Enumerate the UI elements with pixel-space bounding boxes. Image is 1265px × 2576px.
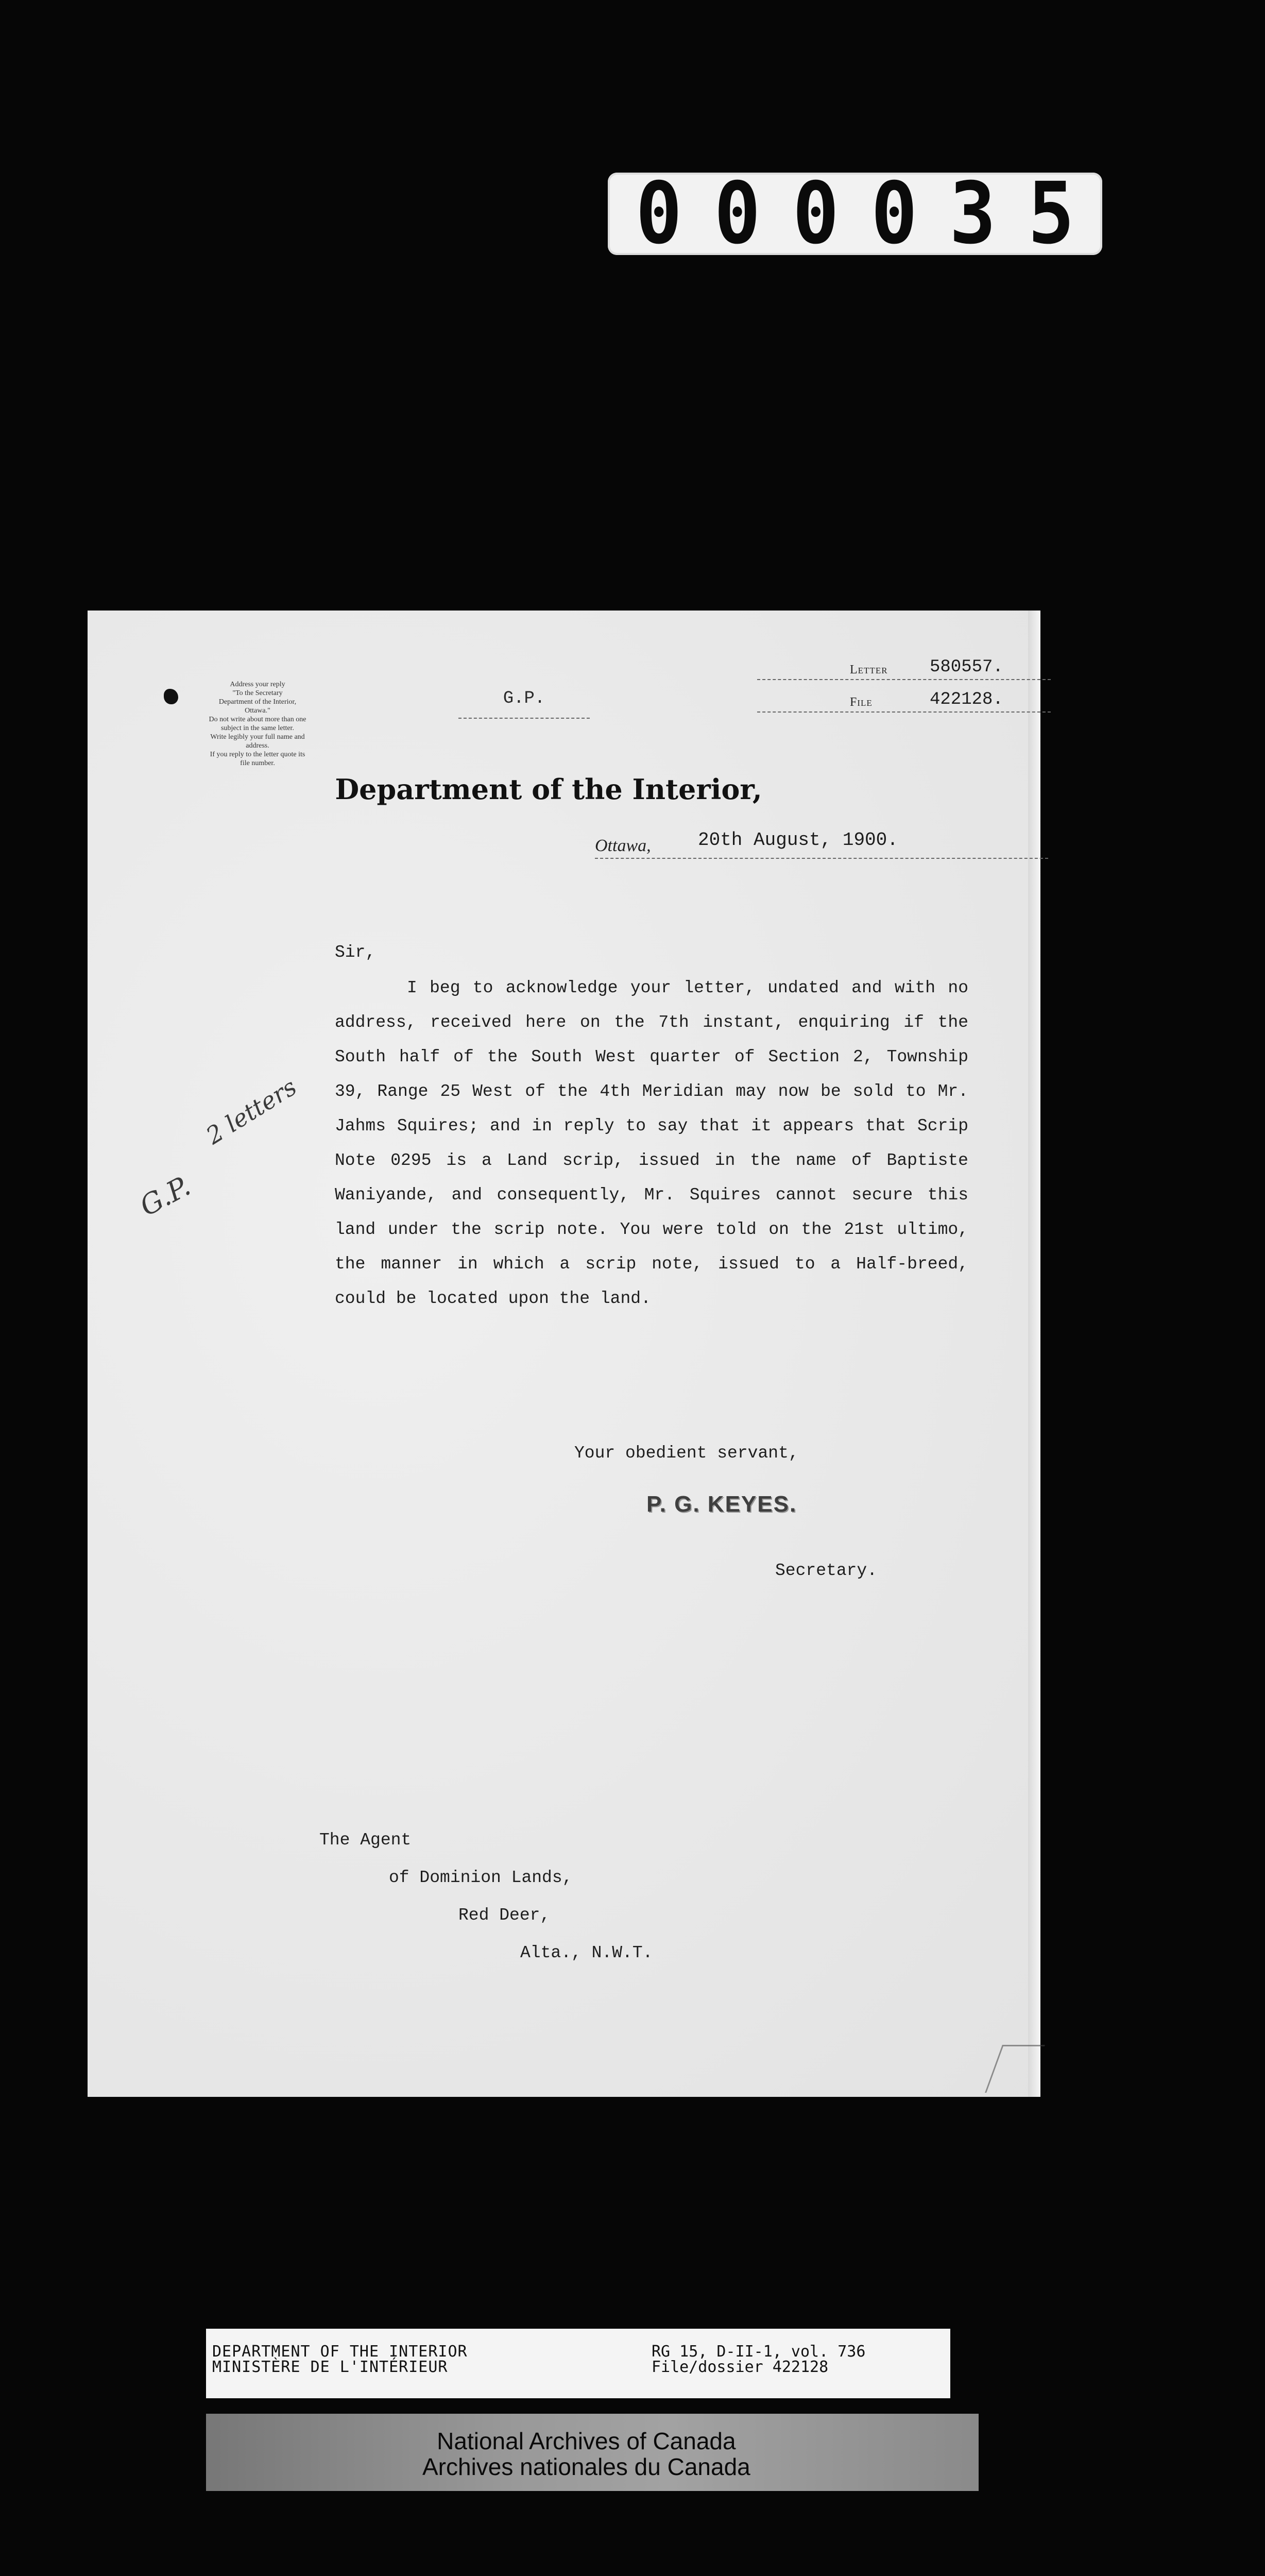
place-date-line [595, 827, 1048, 859]
margin-note-initials: G.P. [134, 1169, 196, 1223]
body-paragraph: I beg to acknowledge your letter, undated and with no address, received here on the 7th instant, enquiring if the South half of the South West quarter of Section 2, Township 39, Range 25 West of the 4th Meridian may now be sold to Mr. Jahms Squires; and in reply to say that it appears that Scrip Note 0295 is a Land scrip, issued in the name of Baptiste Waniyande, and consequently, Mr. Squires cannot secure this land under the scrip note. You were told on the 21st ultimo, the manner in which a scrip note, issued to a Half-breed, could be located upon the land. [335, 978, 968, 1308]
department-name-english: DEPARTMENT OF THE INTERIOR [212, 2343, 468, 2361]
recipient-address [319, 1821, 653, 1972]
reply-instructions [170, 680, 345, 768]
letter-number-label: Letter [850, 663, 888, 676]
signatory-title: Secretary. [775, 1561, 878, 1580]
letter-sheet [88, 611, 1040, 2097]
recipient-line: of Dominion Lands, [389, 1868, 573, 1887]
archive-reference-label [206, 2329, 950, 2398]
recipient-line: Alta., N.W.T. [520, 1943, 653, 1962]
reply-instruction-line: Ottawa." [245, 707, 270, 715]
faint-watermark [98, 1265, 128, 1377]
archive-reference [652, 2344, 865, 2375]
archives-name-french: Archives nationales du Canada [422, 2453, 750, 2480]
letter-body [335, 935, 968, 1316]
letterhead-title: Department of the Interior, [335, 773, 762, 806]
file-number-row [757, 687, 1051, 713]
archives-banner [206, 2414, 979, 2491]
reply-instruction-line: address. [246, 742, 269, 750]
letter-date: 20th August, 1900. [698, 829, 898, 851]
recipient-line: Red Deer, [458, 1906, 551, 1925]
frame-counter [608, 164, 1106, 263]
archives-name-english: National Archives of Canada [437, 2428, 736, 2454]
record-group-reference: RG 15, D-II-1, vol. 736 [652, 2343, 866, 2361]
letter-number: 580557. [930, 657, 1003, 677]
reply-instruction-line: "To the Secretary [232, 689, 283, 697]
signature-stamp: P. G. KEYES. [646, 1492, 797, 1517]
salutation: Sir, [335, 943, 376, 962]
closing: Your obedient servant, [574, 1444, 799, 1463]
reply-instruction-line: If you reply to the letter quote its [210, 751, 305, 758]
reply-instruction-line: Write legibly your full name and [210, 733, 305, 741]
reply-instruction-line: Department of the Interior, [218, 698, 297, 706]
department-names [212, 2344, 468, 2375]
margin-note-letters: 2 letters [201, 1073, 302, 1150]
reply-instruction-line: Do not write about more than one [209, 716, 306, 723]
archives-banner-text [422, 2428, 750, 2480]
file-reference: File/dossier 422128 [652, 2358, 829, 2376]
recipient-line: The Agent [319, 1831, 412, 1850]
letter-number-row [757, 654, 1051, 680]
frame-counter-digits: 000035 [636, 164, 1106, 263]
file-number-label: File [850, 696, 873, 709]
reply-instruction-line: subject in the same letter. [221, 724, 294, 732]
reply-instruction-line: Address your reply [230, 681, 285, 688]
gp-initials: G.P. [458, 689, 590, 719]
department-name-french: MINISTÈRE DE L'INTÉRIEUR [212, 2358, 448, 2376]
file-number: 422128. [930, 690, 1003, 709]
letter-place: Ottawa, [595, 836, 651, 855]
reply-instruction-line: file number. [240, 759, 275, 767]
